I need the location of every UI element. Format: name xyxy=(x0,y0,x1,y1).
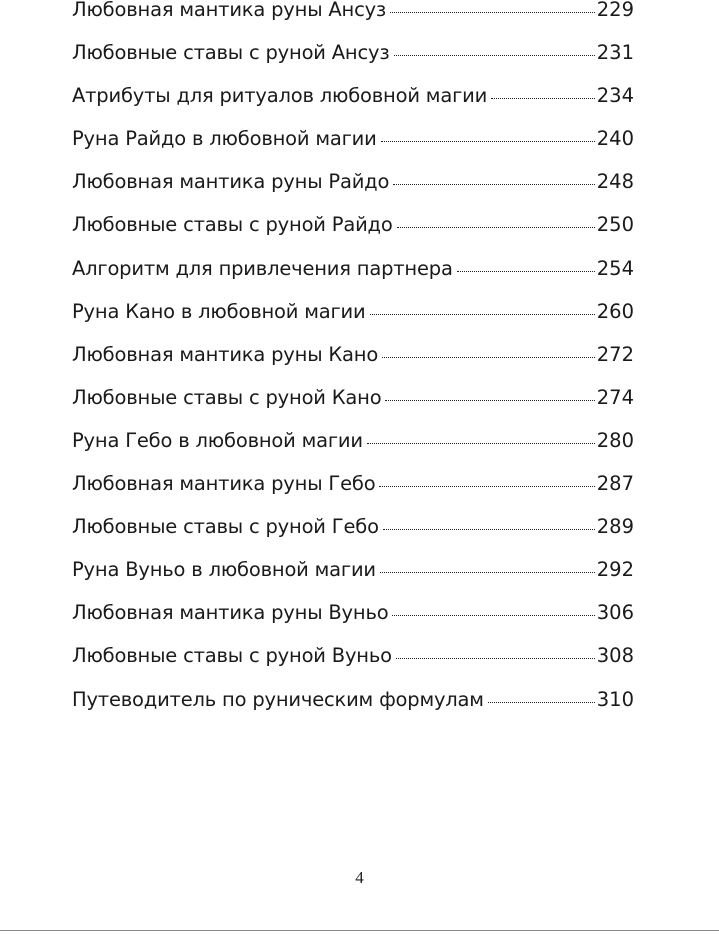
dot-leader xyxy=(394,55,595,56)
toc-entry xyxy=(72,256,634,302)
toc-entry-page: 308 xyxy=(596,644,634,668)
toc-entry-page: 287 xyxy=(596,472,634,496)
dot-leader xyxy=(396,658,595,659)
toc-entry-page: 260 xyxy=(596,299,634,323)
toc-entry-page: 250 xyxy=(596,213,634,237)
toc-entry xyxy=(72,86,634,129)
toc-entry-title: Любовная мантика руны Гебо xyxy=(72,472,376,496)
toc-entry-title: Любовная мантика руны Ансуз xyxy=(72,0,387,21)
dot-leader xyxy=(370,314,595,315)
dot-leader xyxy=(385,400,594,401)
toc-entry-page: 240 xyxy=(596,127,634,151)
toc-entry-title: Любовная мантика руны Вуньо xyxy=(72,601,389,625)
dot-leader xyxy=(397,227,595,228)
toc-entry xyxy=(72,215,634,258)
toc-entry-title: Любовные ставы с руной Кано xyxy=(72,385,382,409)
dot-leader xyxy=(382,357,595,358)
toc-entry-page: 306 xyxy=(596,601,634,625)
toc-entry xyxy=(72,342,634,388)
toc-entry-title: Любовная мантика руны Кано xyxy=(72,342,379,366)
toc-entry xyxy=(72,385,634,431)
toc-entry-page: 248 xyxy=(596,170,634,194)
dot-leader xyxy=(380,572,595,573)
dot-leader xyxy=(491,98,595,99)
toc-entry-title: Путеводитель по руническим формулам xyxy=(72,687,484,711)
dot-leader xyxy=(383,529,595,530)
toc-entry xyxy=(72,0,634,43)
toc-entry-page: 254 xyxy=(596,256,634,280)
toc-entry xyxy=(72,474,634,517)
toc-entry-page: 234 xyxy=(596,84,634,108)
dot-leader xyxy=(488,702,595,703)
dot-leader xyxy=(390,12,595,13)
page-number: 4 xyxy=(355,868,364,887)
dot-leader xyxy=(393,184,595,185)
toc-entry xyxy=(72,428,634,474)
toc-entry-title: Любовные ставы с руной Гебо xyxy=(72,515,379,539)
toc-entry xyxy=(72,646,634,689)
toc-entry xyxy=(72,172,634,215)
toc-entry-page: 289 xyxy=(596,515,634,539)
toc-entry-page: 272 xyxy=(596,342,634,366)
toc-entry xyxy=(72,560,634,603)
toc-entry-page: 292 xyxy=(596,558,634,582)
toc-entry-page: 231 xyxy=(596,41,634,65)
toc-entry-title: Атрибуты для ритуалов любовной магии xyxy=(72,84,488,108)
toc-entry-title: Любовные ставы с руной Райдо xyxy=(72,213,393,237)
toc-entry-title: Руна Кано в любовной магии xyxy=(72,299,366,323)
dot-leader xyxy=(379,486,594,487)
toc-entry xyxy=(72,129,634,172)
toc-entry xyxy=(72,603,634,646)
toc-entry-page: 274 xyxy=(596,385,634,409)
toc-entry-page: 310 xyxy=(596,687,634,711)
toc-entry-page: 280 xyxy=(596,428,634,452)
toc-entry-page: 229 xyxy=(596,0,634,21)
toc-entry-title: Алгоритм для привлечения партнера xyxy=(72,256,453,280)
toc-entry xyxy=(72,43,634,86)
dot-leader xyxy=(367,443,595,444)
toc-entry xyxy=(72,517,634,560)
toc-entry-title: Любовная мантика руны Райдо xyxy=(72,170,390,194)
toc-entry-title: Руна Вуньо в любовной магии xyxy=(72,558,376,582)
dot-leader xyxy=(381,141,595,142)
table-of-contents xyxy=(72,0,634,733)
toc-entry-title: Руна Райдо в любовной магии xyxy=(72,127,377,151)
toc-entry-title: Любовные ставы с руной Ансуз xyxy=(72,41,390,65)
bottom-divider xyxy=(0,930,719,931)
toc-entry-title: Любовные ставы с руной Вуньо xyxy=(72,644,392,668)
toc-entry xyxy=(72,687,634,733)
toc-entry xyxy=(72,299,634,345)
toc-entry-title: Руна Гебо в любовной магии xyxy=(72,428,363,452)
dot-leader xyxy=(392,615,594,616)
dot-leader xyxy=(457,271,595,272)
